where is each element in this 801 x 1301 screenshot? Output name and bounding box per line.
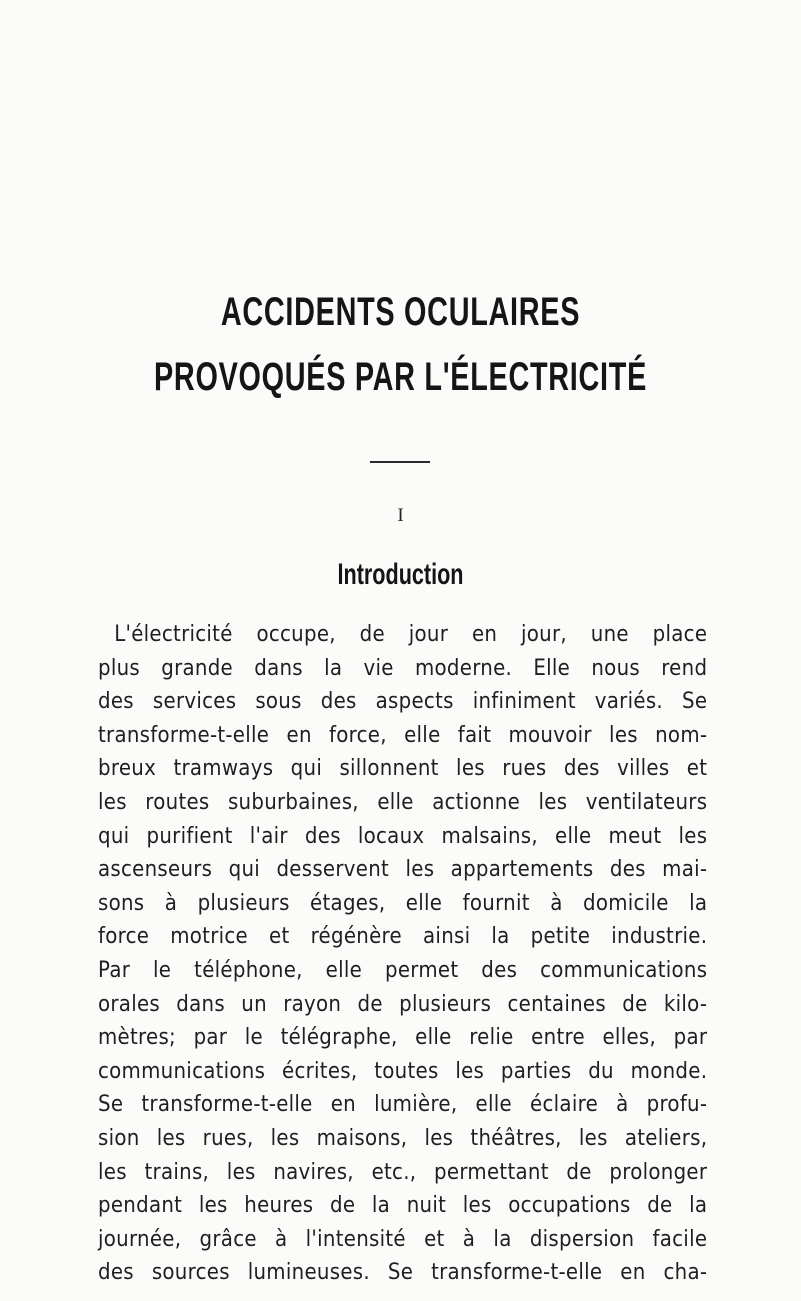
body-line: force motrice et régénère ainsi la petite industrie. (98, 924, 708, 950)
body-line: les routes suburbaines, elle actionne les ventilateurs (98, 789, 708, 815)
body-line: ascenseurs qui desservent les appartements des mai- (98, 857, 708, 883)
body-line: Par le téléphone, elle permet des communications (98, 957, 708, 983)
body-line: pendant les heures de la nuit les occupations de la (98, 1193, 708, 1219)
body-line: transforme-t-elle en force, elle fait mouvoir les nom- (98, 722, 708, 748)
body-line: journée, grâce à l'intensité et à la dispersion facile (98, 1226, 708, 1252)
section-number: I (397, 505, 404, 526)
body-line: sion les rues, les maisons, les théâtres, les ateliers, (98, 1125, 708, 1151)
body-line: communications écrites, toutes les parties du monde. (98, 1058, 708, 1084)
section-title: Introduction (337, 558, 464, 591)
body-line: des services sous des aspects infiniment variés. Se (98, 689, 708, 715)
body-line: L'électricité occupe, de jour en jour, une place (114, 622, 708, 647)
body-line: qui purifient l'air des locaux malsains, elle meut les (98, 823, 708, 849)
body-line: des sources lumineuses. Se transforme-t-elle en cha- (98, 1260, 708, 1286)
body-line: plus grande dans la vie moderne. Elle nous rend (98, 655, 708, 681)
title-line-1: ACCIDENTS OCULAIRES (220, 290, 581, 334)
body-line: breux tramways qui sillonnent les rues des villes et (98, 756, 708, 782)
body-line: mètres; par le télégraphe, elle relie entre elles, par (98, 1025, 708, 1051)
body-line: orales dans un rayon de plusieurs centaines de kilo- (98, 991, 708, 1017)
body-line: les trains, les navires, etc., permettant de prolonger (98, 1159, 708, 1185)
title-line-2: PROVOQUÉS PAR L'ÉLECTRICITÉ (154, 355, 647, 399)
body-paragraph (98, 618, 708, 1290)
title-divider (370, 461, 430, 463)
body-line: Se transforme-t-elle en lumière, elle éclaire à profu- (98, 1092, 708, 1118)
body-line: sons à plusieurs étages, elle fournit à domicile la (98, 890, 708, 916)
